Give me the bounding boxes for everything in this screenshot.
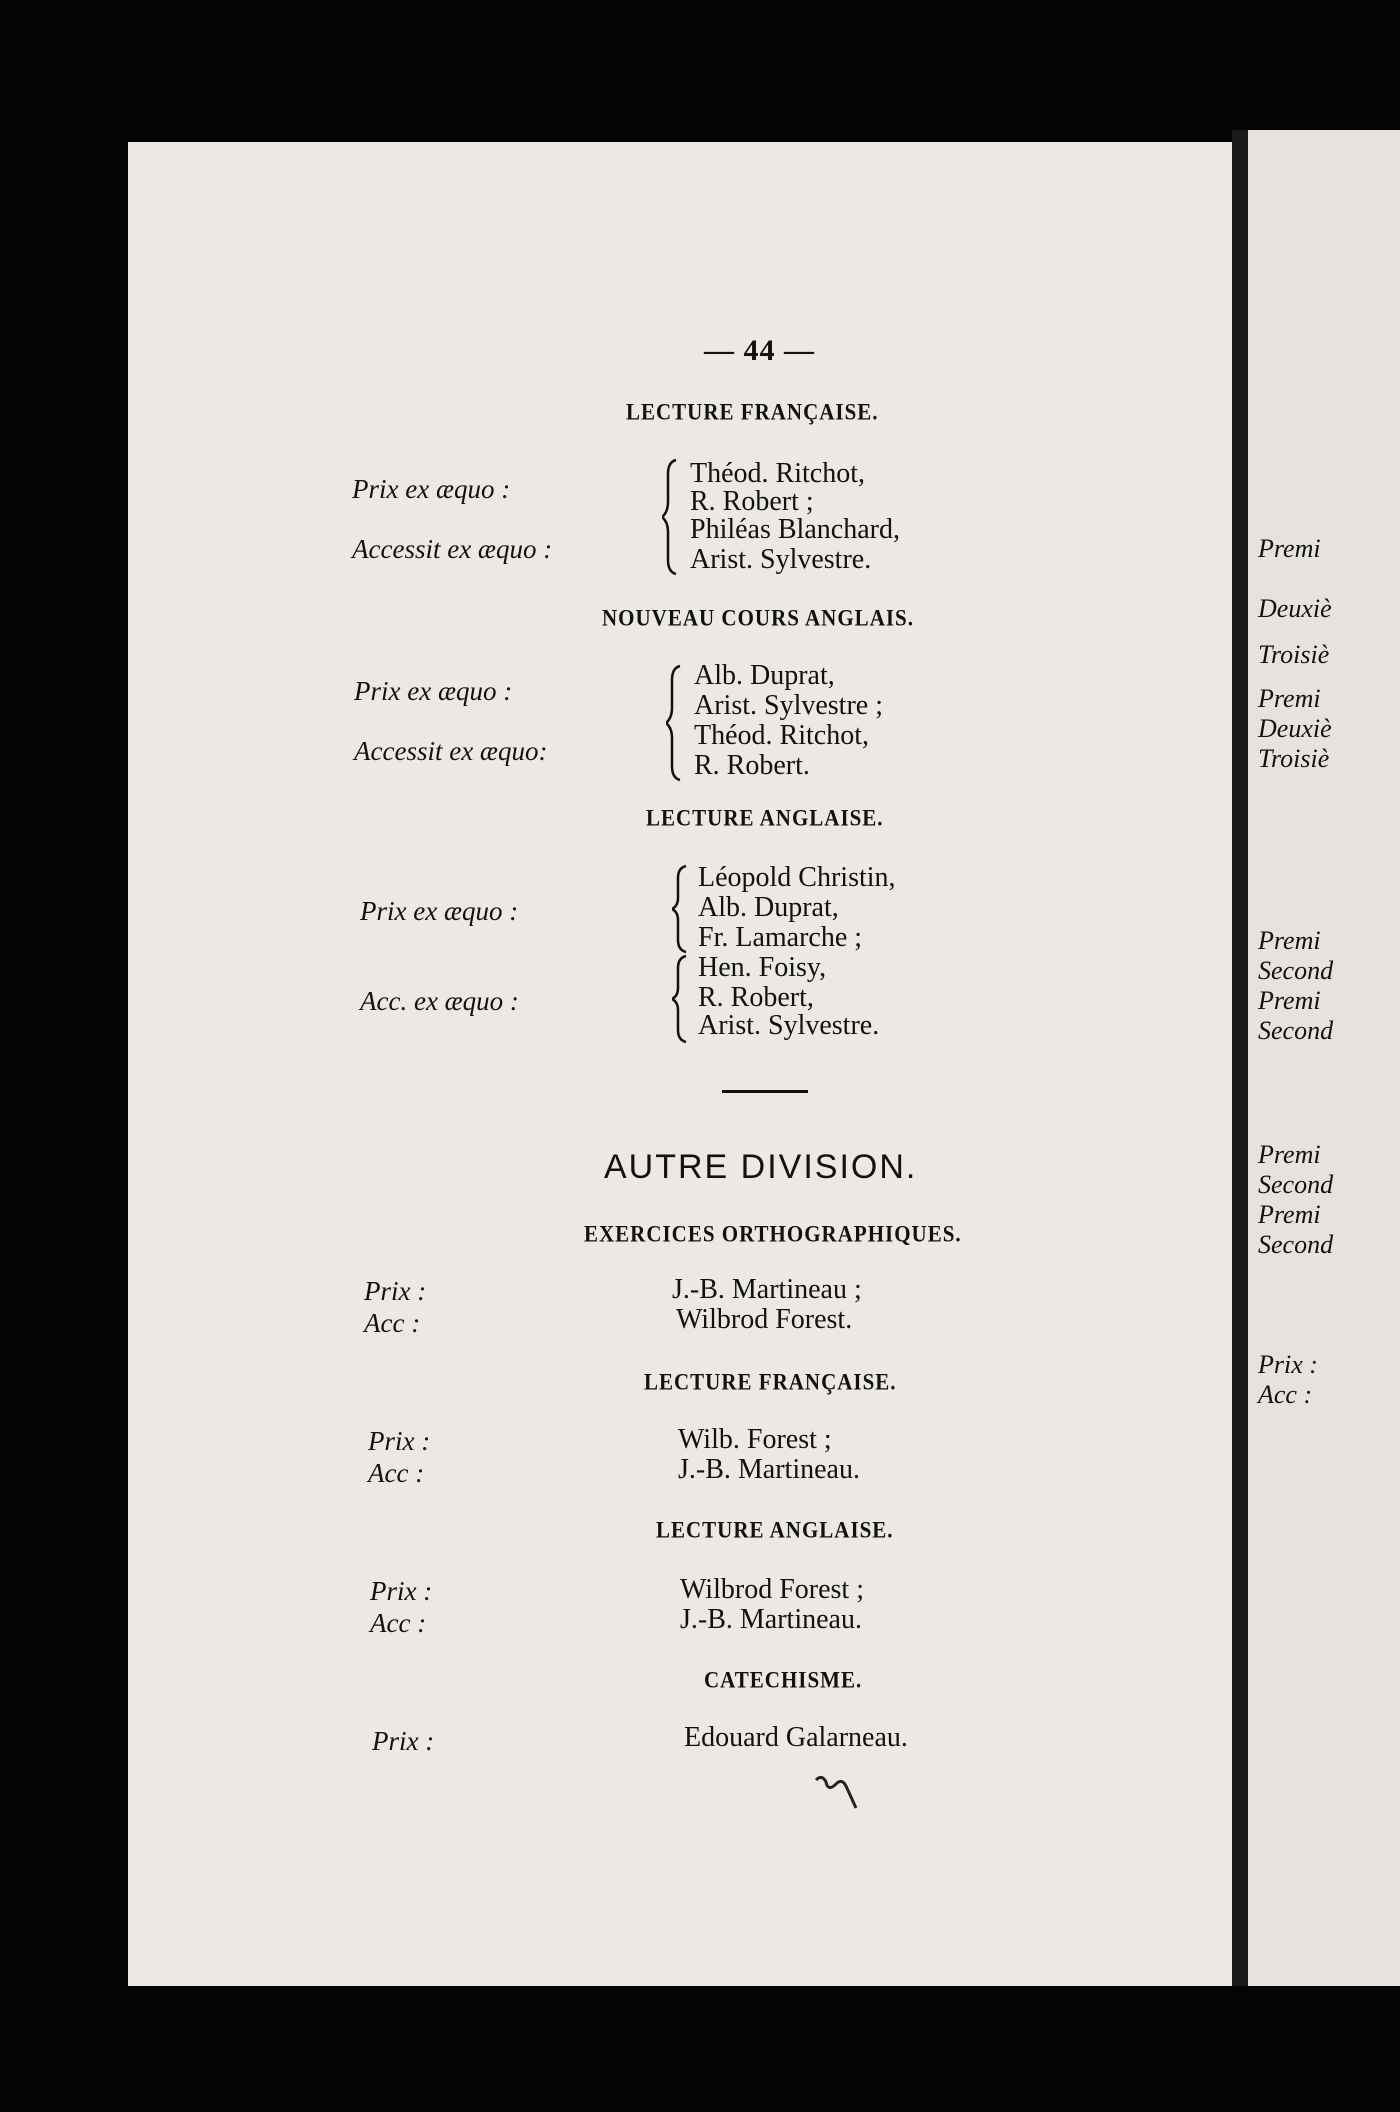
student-name: J.-B. Martineau ;: [672, 1274, 862, 1305]
student-name: R. Robert.: [694, 750, 810, 781]
student-name: Edouard Galarneau.: [684, 1722, 908, 1753]
facing-fragment: Premi: [1258, 926, 1321, 955]
student-name: J.-B. Martineau.: [678, 1454, 860, 1485]
award-label: Prix :: [364, 1276, 427, 1306]
student-name: R. Robert,: [698, 982, 814, 1013]
facing-fragment: Premi: [1258, 1200, 1321, 1229]
facing-fragment: Premi: [1258, 986, 1321, 1015]
facing-fragment: Troisiè: [1258, 744, 1330, 773]
brace-icon: [662, 458, 682, 576]
award-label: Prix :: [372, 1726, 435, 1756]
award-label: Accessit ex æquo:: [354, 736, 548, 766]
page-number: — 44 —: [704, 334, 815, 367]
student-name: Wilbrod Forest ;: [680, 1574, 864, 1605]
student-name: Alb. Duprat,: [698, 892, 839, 923]
facing-fragment: Troisiè: [1258, 640, 1330, 669]
award-label: Prix ex æquo :: [360, 896, 519, 926]
section-heading: EXERCICES ORTHOGRAPHIQUES.: [584, 1221, 962, 1247]
facing-fragment: Premi: [1258, 1140, 1321, 1169]
award-label: Acc :: [368, 1458, 425, 1488]
facing-fragment: Second: [1258, 1016, 1334, 1045]
award-label: Prix :: [368, 1426, 431, 1456]
book-gutter: [1232, 130, 1248, 1986]
section-heading: LECTURE ANGLAISE.: [656, 1517, 894, 1543]
brace-icon: [672, 954, 692, 1044]
facing-fragment: Second: [1258, 956, 1334, 985]
division-title: AUTRE DIVISION.: [604, 1148, 918, 1186]
award-label: Prix ex æquo :: [352, 474, 511, 504]
student-name: Léopold Christin,: [698, 862, 896, 893]
facing-fragment: Deuxiè: [1258, 594, 1332, 623]
award-label: Acc :: [364, 1308, 421, 1338]
facing-fragment: Prix :: [1258, 1350, 1318, 1379]
student-name: Wilbrod Forest.: [676, 1304, 853, 1335]
brace-icon: [672, 864, 692, 954]
pencil-mark-icon: [812, 1770, 862, 1814]
student-name: Théod. Ritchot,: [690, 458, 865, 489]
student-name: Arist. Sylvestre.: [690, 544, 872, 575]
section-heading: LECTURE ANGLAISE.: [646, 805, 884, 831]
student-name: Wilb. Forest ;: [678, 1424, 832, 1455]
student-name: Hen. Foisy,: [698, 952, 827, 983]
award-label: Acc. ex æquo :: [360, 986, 519, 1016]
award-label: Acc :: [370, 1608, 427, 1638]
student-name: Philéas Blanchard,: [690, 514, 900, 545]
award-label: Prix ex æquo :: [354, 676, 513, 706]
student-name: Arist. Sylvestre ;: [694, 690, 883, 721]
student-name: Arist. Sylvestre.: [698, 1010, 880, 1041]
facing-fragment: Acc :: [1258, 1380, 1313, 1409]
page-right: [1248, 130, 1400, 1986]
student-name: R. Robert ;: [690, 486, 814, 517]
student-name: J.-B. Martineau.: [680, 1604, 862, 1635]
student-name: Alb. Duprat,: [694, 660, 835, 691]
section-heading: NOUVEAU COURS ANGLAIS.: [602, 605, 914, 631]
section-heading: LECTURE FRANÇAISE.: [626, 399, 879, 425]
brace-icon: [666, 664, 686, 782]
divider-rule: [722, 1090, 808, 1093]
facing-fragment: Premi: [1258, 684, 1321, 713]
facing-fragment: Deuxiè: [1258, 714, 1332, 743]
facing-fragment: Premi: [1258, 534, 1321, 563]
award-label: Prix :: [370, 1576, 433, 1606]
award-label: Accessit ex æquo :: [352, 534, 553, 564]
student-name: Théod. Ritchot,: [694, 720, 869, 751]
facing-fragment: Second: [1258, 1230, 1334, 1259]
facing-fragment: Second: [1258, 1170, 1334, 1199]
student-name: Fr. Lamarche ;: [698, 922, 863, 953]
section-heading: CATECHISME.: [704, 1667, 863, 1693]
section-heading: LECTURE FRANÇAISE.: [644, 1369, 897, 1395]
